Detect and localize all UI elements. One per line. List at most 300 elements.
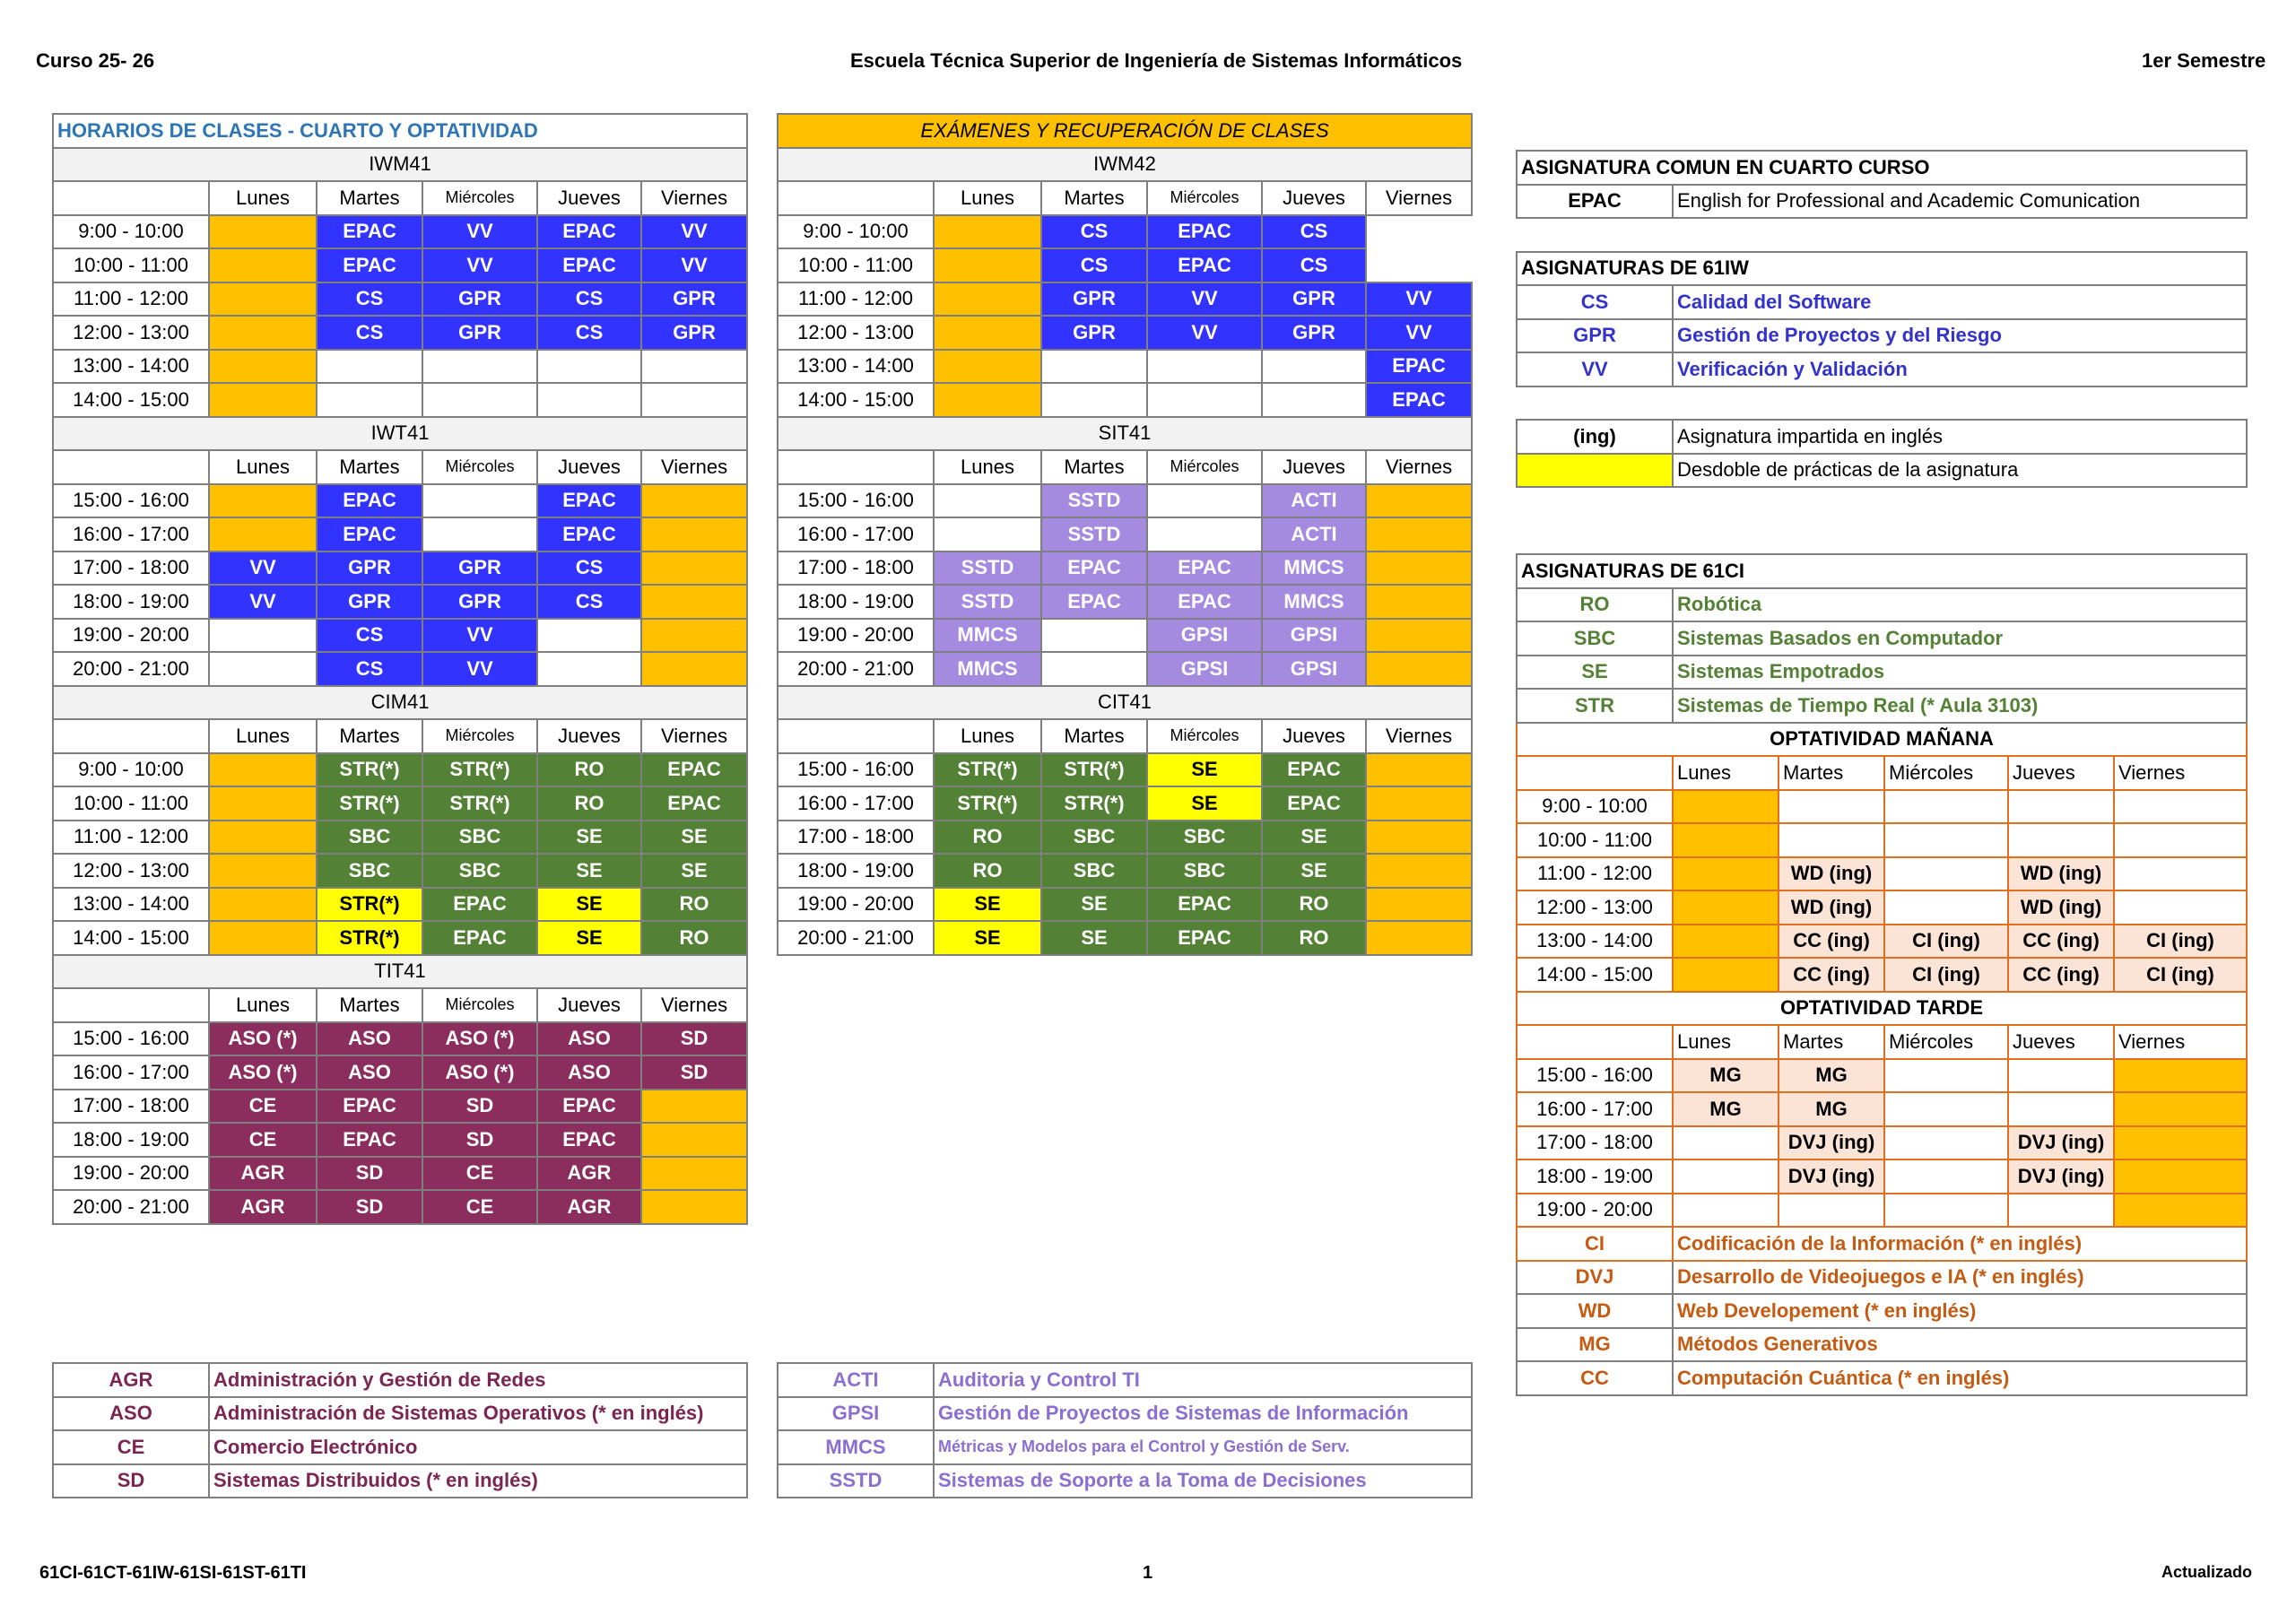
legend-name: Web Developement (* en inglés) [1673, 1294, 2247, 1328]
legend-code: ACTI [778, 1363, 934, 1397]
class-cell [1884, 1092, 2008, 1126]
legend-name: Calidad del Software [1673, 285, 2247, 319]
class-cell: EPAC [641, 753, 747, 787]
day-header: Lunes [209, 988, 317, 1022]
schedule-row [53, 350, 747, 384]
class-cell [1673, 925, 1779, 959]
day-header: Lunes [209, 181, 317, 215]
day-header: Viernes [2114, 756, 2247, 790]
class-cell: SD [317, 1190, 422, 1224]
class-cell: SD [422, 1123, 537, 1157]
class-cell: EPAC [537, 517, 641, 551]
group-band: CIT41 [778, 686, 1472, 720]
class-cell: CS [537, 585, 641, 619]
class-cell: EPAC [537, 484, 641, 518]
class-cell [209, 215, 317, 249]
time-slot: 12:00 - 13:00 [778, 316, 934, 350]
legend-name: Codificación de la Información (* en inglés) [1673, 1227, 2247, 1261]
class-cell [1779, 823, 1884, 857]
time-slot: 14:00 - 15:00 [1517, 958, 1673, 992]
class-cell: WD (ing) [1779, 890, 1884, 925]
class-cell [934, 517, 1041, 551]
class-cell [641, 619, 747, 653]
class-cell: SBC [1041, 854, 1147, 888]
class-cell: EPAC [1147, 215, 1262, 249]
class-cell: STR(*) [317, 786, 422, 821]
class-cell: GPR [1262, 316, 1366, 350]
class-cell: GPR [317, 585, 422, 619]
blank-corner [53, 988, 209, 1022]
schedule-row [778, 248, 1472, 282]
schedule-row [778, 888, 1472, 922]
class-cell: STR(*) [1041, 753, 1147, 787]
legend-name: Comercio Electrónico [209, 1430, 747, 1464]
class-cell: GPR [422, 282, 537, 317]
legend-name: Sistemas Empotrados [1673, 656, 2247, 690]
class-cell: MMCS [934, 619, 1041, 653]
legend-name: Gestión de Proyectos de Sistemas de Información [934, 1397, 1472, 1431]
legend-code: (ing) [1517, 420, 1673, 454]
class-cell: EPAC [422, 888, 537, 922]
legend-name: Desdoble de prácticas de la asignatura [1673, 454, 2247, 488]
class-cell: CS [537, 316, 641, 350]
day-header: Miércoles [422, 450, 537, 484]
class-cell: EPAC [537, 248, 641, 282]
class-cell: SE [1041, 888, 1147, 922]
class-cell: STR(*) [1041, 786, 1147, 821]
schedule-row [778, 821, 1472, 855]
class-cell: EPAC [641, 786, 747, 821]
legend-name: Sistemas Distribuidos (* en inglés) [209, 1464, 747, 1498]
class-cell: SBC [317, 854, 422, 888]
time-slot: 11:00 - 12:00 [53, 282, 209, 317]
class-cell [1366, 888, 1472, 922]
class-cell: EPAC [1262, 786, 1366, 821]
class-cell: SBC [422, 854, 537, 888]
time-slot: 14:00 - 15:00 [53, 383, 209, 417]
class-cell: ASO [537, 1055, 641, 1090]
class-cell: WD (ing) [1779, 857, 1884, 891]
class-cell: SBC [317, 821, 422, 855]
class-cell [1884, 790, 2008, 824]
class-cell: WD (ing) [2008, 857, 2114, 891]
time-slot: 12:00 - 13:00 [53, 854, 209, 888]
class-cell [641, 350, 747, 384]
class-cell: SD [641, 1022, 747, 1056]
class-cell [422, 484, 537, 518]
class-cell [1366, 619, 1472, 653]
day-header: Viernes [1366, 181, 1472, 215]
class-cell [537, 383, 641, 417]
optativity-title: OPTATIVIDAD MAÑANA [1517, 723, 2247, 757]
class-cell [1673, 790, 1779, 824]
time-slot: 18:00 - 19:00 [53, 1123, 209, 1157]
blank-corner [1517, 1025, 1673, 1059]
class-cell: SE [934, 921, 1041, 955]
class-cell: EPAC [317, 1090, 422, 1124]
day-header: Jueves [537, 450, 641, 484]
class-cell [1041, 350, 1147, 384]
legend-code: MG [1517, 1328, 1673, 1362]
class-cell: CS [1262, 215, 1366, 249]
schedule-row [778, 316, 1472, 350]
legend-name: Sistemas de Soporte a la Toma de Decisiones [934, 1464, 1472, 1498]
blank-corner [53, 450, 209, 484]
time-slot: 16:00 - 17:00 [778, 786, 934, 821]
class-cell [934, 316, 1041, 350]
schedule-row [778, 921, 1472, 955]
schedule-row [53, 551, 747, 586]
legend-name: Robótica [1673, 588, 2247, 622]
class-cell [641, 1157, 747, 1191]
time-slot: 16:00 - 17:00 [778, 517, 934, 551]
left-legend [52, 1362, 748, 1498]
class-cell [2008, 1092, 2114, 1126]
class-cell [1366, 517, 1472, 551]
legend-name: Computación Cuántica (* en inglés) [1673, 1361, 2247, 1395]
schedule-row [778, 753, 1472, 787]
class-cell [1884, 1126, 2008, 1160]
class-cell: MG [1779, 1092, 1884, 1126]
legend-code: CC [1517, 1361, 1673, 1395]
class-cell [2114, 790, 2247, 824]
class-cell [1366, 786, 1472, 821]
schedule-row [778, 854, 1472, 888]
day-header: Miércoles [1147, 719, 1262, 753]
class-cell: CI (ing) [2114, 925, 2247, 959]
time-slot: 15:00 - 16:00 [53, 1022, 209, 1056]
schedule-row [53, 854, 747, 888]
class-cell: SD [641, 1055, 747, 1090]
class-cell [1673, 857, 1779, 891]
group-band: SIT41 [778, 417, 1472, 451]
schedule-row [53, 517, 747, 551]
class-cell [2114, 1159, 2247, 1194]
class-cell: RO [537, 753, 641, 787]
class-cell [1262, 350, 1366, 384]
class-cell: DVJ (ing) [1779, 1159, 1884, 1194]
time-slot: 20:00 - 21:00 [53, 1190, 209, 1224]
class-cell: VV [1147, 282, 1262, 317]
time-slot: 19:00 - 20:00 [53, 619, 209, 653]
class-cell [209, 383, 317, 417]
class-cell: SSTD [934, 585, 1041, 619]
class-cell: ASO [537, 1022, 641, 1056]
schedule-row [53, 316, 747, 350]
legend-code: CS [1517, 285, 1673, 319]
time-slot: 9:00 - 10:00 [53, 753, 209, 787]
schedule-row [778, 619, 1472, 653]
optativity-title: OPTATIVIDAD TARDE [1517, 992, 2247, 1026]
legend-name: Gestión de Proyectos y del Riesgo [1673, 319, 2247, 353]
schedule-row [53, 921, 747, 955]
class-cell [2008, 1059, 2114, 1093]
class-cell [1262, 383, 1366, 417]
time-slot: 14:00 - 15:00 [53, 921, 209, 955]
class-cell: ASO (*) [209, 1055, 317, 1090]
class-cell [2114, 1092, 2247, 1126]
day-header: Lunes [209, 450, 317, 484]
class-cell: MMCS [1262, 551, 1366, 586]
class-cell [1884, 1159, 2008, 1194]
class-cell [209, 854, 317, 888]
class-cell: STR(*) [317, 888, 422, 922]
legend-code: SE [1517, 656, 1673, 690]
legend-code: GPR [1517, 319, 1673, 353]
time-slot: 17:00 - 18:00 [778, 821, 934, 855]
class-cell [1673, 890, 1779, 925]
time-slot: 18:00 - 19:00 [1517, 1159, 1673, 1194]
legend-title: ASIGNATURAS DE 61IW [1517, 252, 2247, 286]
class-cell: VV [1366, 316, 1472, 350]
class-cell: SBC [1147, 821, 1262, 855]
legend-code: SSTD [778, 1464, 934, 1498]
class-cell: ASO (*) [422, 1055, 537, 1090]
day-header: Jueves [1262, 719, 1366, 753]
class-cell: SSTD [934, 551, 1041, 586]
class-cell: CC (ing) [1779, 925, 1884, 959]
class-cell: VV [422, 652, 537, 686]
day-header: Miércoles [1147, 181, 1262, 215]
class-cell [422, 350, 537, 384]
class-cell [1884, 1194, 2008, 1228]
day-header: Martes [317, 719, 422, 753]
class-cell [1673, 823, 1779, 857]
schedule-row [53, 1157, 747, 1191]
class-cell [209, 753, 317, 787]
day-header: Martes [317, 988, 422, 1022]
class-cell: ASO [317, 1022, 422, 1056]
time-slot: 10:00 - 11:00 [778, 248, 934, 282]
time-slot: 17:00 - 18:00 [1517, 1126, 1673, 1160]
class-cell: EPAC [1262, 753, 1366, 787]
legend-code: DVJ [1517, 1261, 1673, 1295]
time-slot: 17:00 - 18:00 [778, 551, 934, 586]
legend-code: CI [1517, 1227, 1673, 1261]
class-cell: CS [1262, 248, 1366, 282]
legend-code: STR [1517, 689, 1673, 723]
class-cell [934, 215, 1041, 249]
class-cell [1884, 890, 2008, 925]
schedule-row [53, 786, 747, 821]
right-legend-table [1516, 150, 2248, 1396]
class-cell [1779, 790, 1884, 824]
class-cell [209, 821, 317, 855]
time-slot: 10:00 - 11:00 [1517, 823, 1673, 857]
day-header: Martes [1041, 450, 1147, 484]
class-cell: STR(*) [317, 921, 422, 955]
time-slot: 15:00 - 16:00 [1517, 1059, 1673, 1093]
schedule-row [778, 786, 1472, 821]
time-slot: 19:00 - 20:00 [778, 888, 934, 922]
class-cell: SE [537, 854, 641, 888]
legend-name: Verificación y Validación [1673, 352, 2247, 386]
class-cell: EPAC [537, 215, 641, 249]
class-cell: VV [1147, 316, 1262, 350]
class-cell [209, 652, 317, 686]
class-cell [209, 786, 317, 821]
class-cell [209, 517, 317, 551]
schedule-row [53, 585, 747, 619]
time-slot: 10:00 - 11:00 [53, 248, 209, 282]
class-cell: CS [1041, 215, 1147, 249]
class-cell: RO [641, 888, 747, 922]
legend-name: Métodos Generativos [1673, 1328, 2247, 1362]
group-band: CIM41 [53, 686, 747, 720]
day-header: Miércoles [422, 988, 537, 1022]
class-cell [641, 517, 747, 551]
day-header: Viernes [2114, 1025, 2247, 1059]
class-cell [1366, 484, 1472, 518]
day-header: Lunes [934, 719, 1041, 753]
class-cell: SE [1262, 854, 1366, 888]
schedule-row [778, 383, 1472, 417]
class-cell [1779, 1194, 1884, 1228]
class-cell [1147, 350, 1262, 384]
class-cell: GPR [422, 585, 537, 619]
group-band: TIT41 [53, 955, 747, 989]
class-cell [641, 551, 747, 586]
legend-code: ASO [53, 1397, 209, 1431]
class-cell: EPAC [317, 215, 422, 249]
schedule-row [53, 888, 747, 922]
day-header: Jueves [1262, 450, 1366, 484]
class-cell [1673, 1194, 1779, 1228]
class-cell [934, 350, 1041, 384]
time-slot: 15:00 - 16:00 [778, 484, 934, 518]
class-cell: EPAC [1147, 888, 1262, 922]
day-header: Jueves [2008, 756, 2114, 790]
class-cell: ASO (*) [209, 1022, 317, 1056]
time-slot: 19:00 - 20:00 [778, 619, 934, 653]
class-cell [2114, 823, 2247, 857]
time-slot: 18:00 - 19:00 [778, 854, 934, 888]
class-cell: CS [1041, 248, 1147, 282]
mid-schedule-table [777, 113, 1473, 956]
class-cell [641, 383, 747, 417]
time-slot: 9:00 - 10:00 [53, 215, 209, 249]
day-header: Lunes [934, 181, 1041, 215]
footer-groups: 61CI-61CT-61IW-61SI-61ST-61TI [39, 1563, 307, 1583]
class-cell: SBC [1147, 854, 1262, 888]
time-slot: 13:00 - 14:00 [53, 888, 209, 922]
class-cell: AGR [209, 1157, 317, 1191]
blank-corner [1517, 756, 1673, 790]
time-slot: 17:00 - 18:00 [53, 1090, 209, 1124]
class-cell: EPAC [537, 1090, 641, 1124]
class-cell [1366, 921, 1472, 955]
time-slot: 20:00 - 21:00 [778, 652, 934, 686]
schedule-row [53, 215, 747, 249]
schedule-row [53, 1123, 747, 1157]
blank-corner [53, 719, 209, 753]
day-header: Martes [1779, 1025, 1884, 1059]
class-cell: VV [1366, 282, 1472, 317]
class-cell: STR(*) [422, 786, 537, 821]
class-cell [537, 652, 641, 686]
class-cell: EPAC [1147, 921, 1262, 955]
class-cell: CE [422, 1190, 537, 1224]
day-header: Jueves [537, 988, 641, 1022]
schedule-row [53, 1090, 747, 1124]
course-label: Curso 25- 26 [36, 49, 155, 72]
legend-code: GPSI [778, 1397, 934, 1431]
class-cell: MMCS [1262, 585, 1366, 619]
time-slot: 12:00 - 13:00 [1517, 890, 1673, 925]
class-cell: DVJ (ing) [2008, 1159, 2114, 1194]
class-cell: EPAC [317, 517, 422, 551]
class-cell: CC (ing) [2008, 958, 2114, 992]
schedule-row [778, 517, 1472, 551]
time-slot: 16:00 - 17:00 [53, 1055, 209, 1090]
class-cell: CC (ing) [1779, 958, 1884, 992]
day-header: Jueves [537, 181, 641, 215]
schedule-row [53, 484, 747, 518]
blank-corner [778, 450, 934, 484]
day-header: Viernes [641, 988, 747, 1022]
time-slot: 13:00 - 14:00 [53, 350, 209, 384]
legend-code: WD [1517, 1294, 1673, 1328]
day-header: Lunes [1673, 1025, 1779, 1059]
semester-label: 1er Semestre [2142, 49, 2266, 72]
class-cell: EPAC [1147, 248, 1262, 282]
class-cell: EPAC [317, 1123, 422, 1157]
class-cell [1366, 585, 1472, 619]
legend-code: EPAC [1517, 185, 1673, 219]
class-cell: SE [1147, 753, 1262, 787]
class-cell [1147, 484, 1262, 518]
class-cell [1366, 821, 1472, 855]
day-header: Jueves [1262, 181, 1366, 215]
blank-corner [53, 181, 209, 215]
legend-code [1517, 454, 1673, 488]
class-cell [1673, 1159, 1779, 1194]
class-cell: GPR [1262, 282, 1366, 317]
time-slot: 18:00 - 19:00 [53, 585, 209, 619]
class-cell: CI (ing) [1884, 958, 2008, 992]
day-header: Lunes [209, 719, 317, 753]
class-cell: WD (ing) [2008, 890, 2114, 925]
schedule-row [53, 821, 747, 855]
class-cell: CS [537, 551, 641, 586]
class-cell: SE [934, 888, 1041, 922]
day-header: Martes [1779, 756, 1884, 790]
class-cell: SE [537, 821, 641, 855]
legend-title: ASIGNATURAS DE 61CI [1517, 554, 2247, 588]
class-cell: CS [537, 282, 641, 317]
time-slot: 11:00 - 12:00 [53, 821, 209, 855]
day-header: Miércoles [422, 719, 537, 753]
spacer [1517, 218, 2247, 252]
class-cell: AGR [537, 1157, 641, 1191]
class-cell [422, 517, 537, 551]
class-cell: GPR [1041, 282, 1147, 317]
class-cell [641, 1123, 747, 1157]
schedule-row [778, 215, 1472, 249]
class-cell [209, 350, 317, 384]
class-cell [641, 484, 747, 518]
class-cell [934, 484, 1041, 518]
legend-code: VV [1517, 352, 1673, 386]
class-cell [317, 383, 422, 417]
class-cell [209, 619, 317, 653]
schedule-row [53, 248, 747, 282]
legend-code: AGR [53, 1363, 209, 1397]
class-cell [641, 585, 747, 619]
class-cell: RO [537, 786, 641, 821]
class-cell: AGR [537, 1190, 641, 1224]
class-cell: ACTI [1262, 484, 1366, 518]
